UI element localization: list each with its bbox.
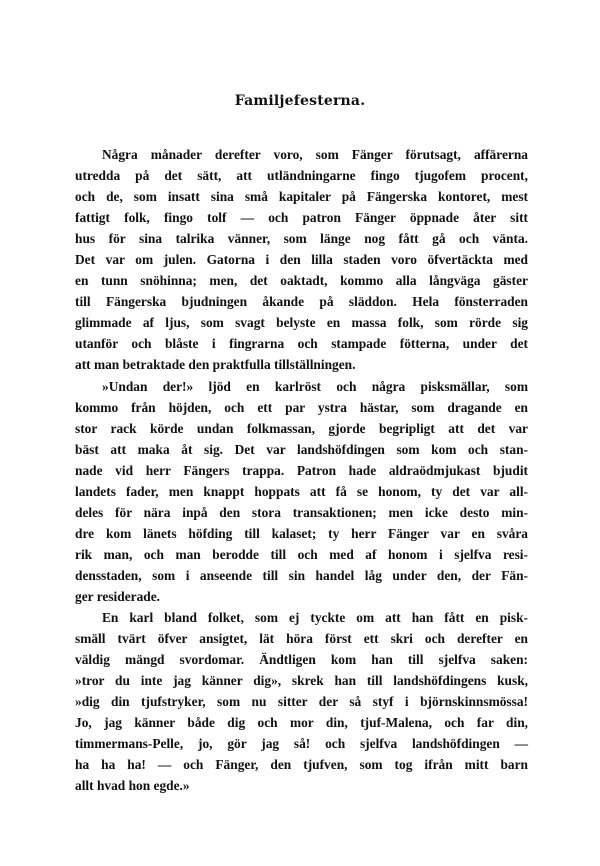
text-line: till Fängerska bjudningen åkande på släddon. Hela fönsterraden: [75, 294, 528, 310]
text-line: rik man, och man berodde till och med af honom i sjelfva resi-: [75, 546, 528, 562]
chapter-body: [75, 144, 528, 796]
text-line: utanför och blåste i fingrarna och stampade fötterna, under det: [75, 336, 528, 352]
text-line: Några månader derefter voro, som Fänger förutsagt, affärerna: [102, 147, 528, 162]
text-line: glimmade af ljus, som svagt belyste en massa folk, som rörde sig: [75, 315, 528, 331]
text-line: En karl bland folket, som ej tyckte om att han fått en pisk-: [102, 610, 528, 626]
text-line: »tror du inte jag känner dig», skrek han till landshöfdingens kusk,: [75, 673, 528, 689]
text-line: Jo, jag känner både dig och mor din, tjuf-Malena, och far din,: [75, 715, 528, 731]
text-line: smäll tvärt öfver ansigtet, lät höra först ett skri och derefter en: [75, 631, 528, 647]
text-line: nade vid herr Fängers trappa. Patron hade aldraödmjukast bjudit: [75, 462, 528, 478]
text-line: »dig din tjufstryker, som nu sitter der så styf i björnskinnsmössa!: [75, 694, 528, 710]
text-line: »Undan der!» ljöd en karlröst och några pisksmällar, som: [102, 378, 528, 394]
text-line: Det var om julen. Gatorna i den lilla staden voro öfvertäckta med: [75, 252, 528, 268]
text-line: landets fader, men knappt hoppats att få se honom, ty det var all-: [75, 483, 528, 499]
text-line: ger residerade.: [75, 588, 161, 604]
text-line: hus för sina talrika vänner, som länge nog fått gå och vänta.: [75, 231, 528, 247]
text-line: timmermans-Pelle, jo, gör jag så! och sjelfva landshöfdingen —: [75, 736, 528, 752]
text-line: dre kom länets höfding till kalaset; ty herr Fänger var en svåra: [75, 525, 528, 541]
text-line: fattigt folk, fingo tolf — och patron Fänger öppnade åter sitt: [75, 210, 528, 226]
text-line: allt hvad hon egde.»: [75, 778, 190, 794]
text-line: deles för nära inpå den stora transaktionen; men icke desto min-: [75, 504, 528, 520]
text-line: en tunn snöhinna; men, det oaktadt, kommo alla långväga gäster: [75, 273, 528, 289]
text-line: bäst att maka åt sig. Det var landshöfdingen som kom och stan-: [75, 441, 528, 457]
chapter-title: Familjefesterna.: [234, 93, 366, 109]
text-line: väldig mängd svordomar. Ändtligen kom han till sjelfva saken:: [75, 652, 528, 668]
text-line: stor rack körde undan folkmassan, gjorde begripligt att det var: [75, 420, 528, 436]
text-line: densstaden, som i anseende till sin handel låg under den, der Fän-: [75, 567, 528, 583]
text-line: att man betraktade den praktfulla tillställningen.: [75, 357, 356, 373]
text-line: kommo från höjden, och ett par ystra hästar, som dragande en: [75, 399, 528, 415]
text-line: och de, som insatt sina små kapitaler på Fängerska kontoret, mest: [75, 189, 528, 205]
text-line: utredda på det sätt, att utländningarne fingo tjugofem procent,: [75, 168, 528, 184]
text-line: ha ha ha! — och Fänger, den tjufven, som tog ifrån mitt barn: [75, 757, 528, 773]
